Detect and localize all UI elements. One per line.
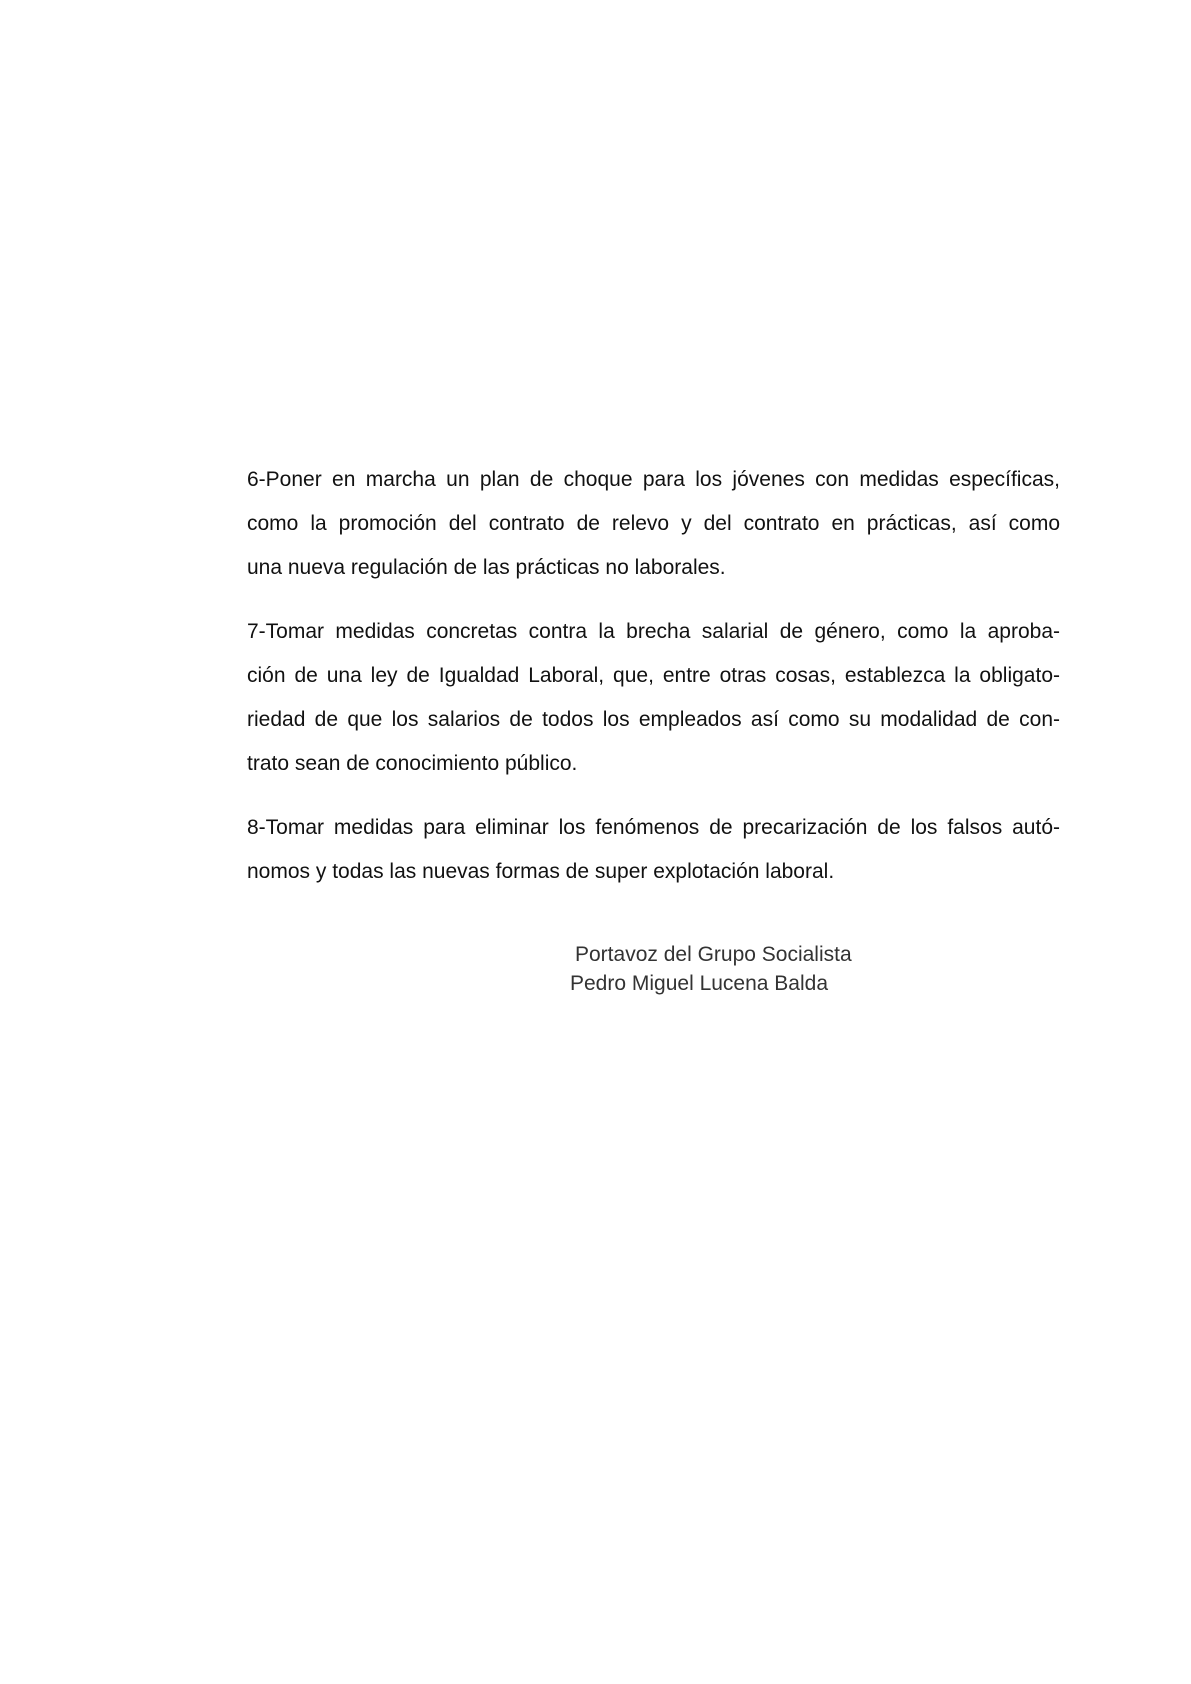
paragraph-line: una nueva regulación de las prácticas no laborales. (247, 556, 726, 579)
signature-name: Pedro Miguel Lucena Balda (570, 972, 829, 995)
document-body (247, 458, 1060, 894)
paragraph-line: trato sean de conocimiento público. (247, 752, 578, 775)
paragraph-7 (247, 610, 1060, 786)
paragraph-line: ción de una ley de Igualdad Laboral, que, entre otras cosas, establezca la obligato- (247, 664, 1060, 687)
paragraph-8 (247, 806, 1060, 894)
paragraph-line: riedad de que los salarios de todos los empleados así como su modalidad de con- (247, 708, 1060, 731)
paragraph-line: 8-Tomar medidas para eliminar los fenómenos de precarización de los falsos autó- (247, 816, 1060, 839)
paragraph-6 (247, 458, 1060, 590)
paragraph-line: 6-Poner en marcha un plan de choque para los jóvenes con medidas específicas, (247, 468, 1060, 491)
signature-role: Portavoz del Grupo Socialista (575, 943, 852, 966)
paragraph-spacer (247, 786, 1060, 806)
paragraph-spacer (247, 590, 1060, 610)
paragraph-line: nomos y todas las nuevas formas de super explotación laboral. (247, 860, 835, 883)
paragraph-line: 7-Tomar medidas concretas contra la brecha salarial de género, como la aproba- (247, 620, 1060, 643)
paragraph-line: como la promoción del contrato de relevo y del contrato en prácticas, así como (247, 512, 1060, 535)
